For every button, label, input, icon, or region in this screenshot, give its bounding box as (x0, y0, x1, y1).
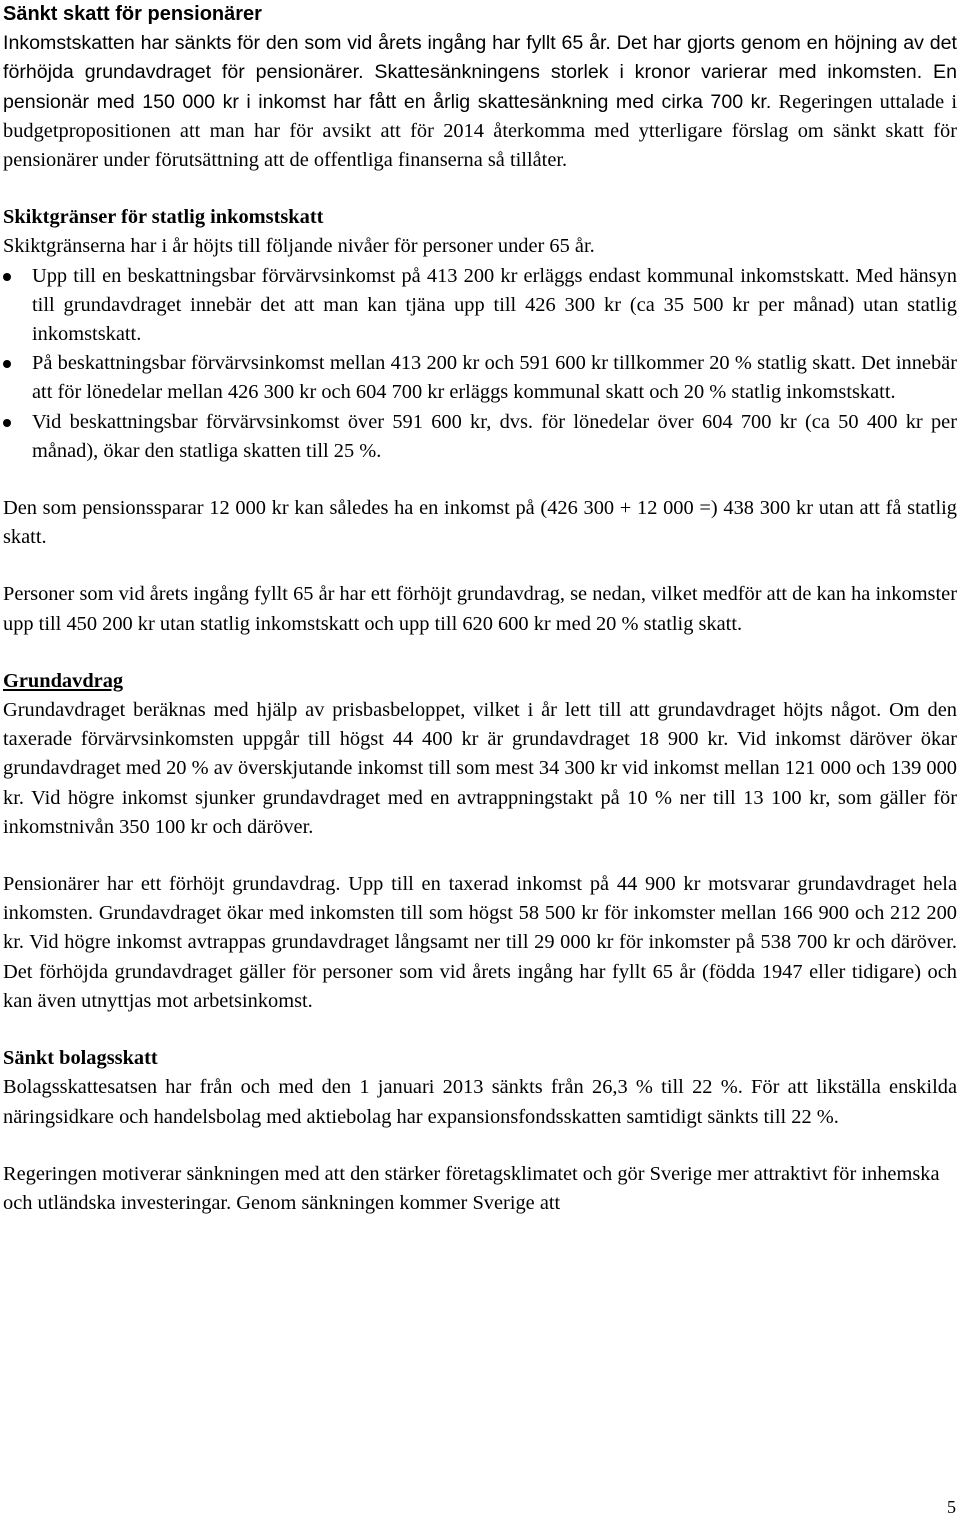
bullet-icon (3, 273, 11, 281)
section-pension-tax (3, 0, 957, 175)
paragraph-corporate-tax-1: Bolagsskattesatsen har från och med den 1 januari 2013 sänkts från 26,3 % till 22 %. För att likställa enskilda näringsidkare och handelsbolag med aktiebolag har expansionsfondsskatten samtidigt sänkts till 22 %. (3, 1076, 957, 1128)
list-item (3, 408, 957, 466)
heading-basic-deduction: Grundavdrag (3, 669, 124, 692)
section-basic-deduction (3, 667, 957, 1016)
bullet-text: På beskattningsbar förvärvsinkomst mellan 413 200 kr och 591 600 kr tillkommer 20 % statlig skatt. Det innebär att för lönedelar mellan 426 300 kr och 604 700 kr erläggs kommunal skatt och 20 % statlig inkomstskatt. (32, 352, 957, 404)
paragraph-basic-deduction-1: Grundavdraget beräknas med hjälp av prisbasbeloppet, vilket i år lett till att grundavdraget höjts något. Om den taxerade förvärvsinkomsten uppgår till högst 44 400 kr är grundavdraget 18 900 kr. Vid inkomst däröver ökar grundavdraget med 20 % av överskjutande inkomst till som mest 34 300 kr vid inkomst mellan 121 000 och 139 000 kr. Vid högre inkomst sjunker grundavdraget med en avtrappningstakt på 10 % ner till 13 100 kr, som gäller för inkomstnivån 350 100 kr och däröver. (3, 699, 957, 838)
paragraph-thresholds-intro: Skiktgränserna har i år höjts till följande nivåer för personer under 65 år. (3, 235, 595, 258)
page-number: 5 (947, 1497, 956, 1517)
spacer (3, 1016, 957, 1044)
paragraph-over-65: Personer som vid årets ingång fyllt 65 år har ett förhöjt grundavdrag, se nedan, vilket medför att de kan ha inkomster upp till 450 200 kr utan statlig inkomstskatt och upp till 620 600 kr med 20 % statlig skatt. (3, 583, 957, 635)
heading-pension-tax: Sänkt skatt för pensionärer (3, 3, 262, 25)
bullet-text: Upp till en beskattningsbar förvärvsinkomst på 413 200 kr erläggs endast kommunal inkomstskatt. Med hänsyn till grundavdraget innebär det att man kan tjäna upp till 426 300 kr (ca 35 500 kr per månad) utan statlig inkomstskatt. (32, 264, 957, 346)
spacer (3, 175, 957, 203)
spacer (3, 552, 957, 580)
spacer (3, 1132, 957, 1160)
paragraph-pension-tax-part2: Regeringen uttalade i budgetpropositionen att man har för avsikt att för 2014 återkomma med ytterligare förslag om sänkt skatt för pensionärer under förutsättning att de offentliga finanserna så tillåter. (3, 90, 957, 172)
heading-corporate-tax: Sänkt bolagsskatt (3, 1047, 158, 1070)
paragraph-pension-tax-part1: Inkomstskatten har sänkts för den som vid årets ingång har fyllt 65 år. Det har gjorts genom en höjning av det förhöjda grundavdraget för pensionärer. Skattesänkningens storlek i kronor varierar med inkomsten. En pensionär med 150 000 kr i inkomst har fått en årlig skattesänkning med cirka 700 kr. (3, 32, 957, 113)
spacer (3, 639, 957, 667)
spacer (3, 842, 957, 870)
paragraph-basic-deduction-2: Pensionärer har ett förhöjt grundavdrag. Upp till en taxerad inkomst på 44 900 kr motsvarar grundavdraget hela inkomsten. Grundavdraget ökar med inkomsten till som högst 58 500 kr för inkomster mellan 166 900 och 212 200 kr. Vid högre inkomst avtrappas grundavdraget långsamt ner till 29 000 kr för inkomster på 538 700 kr och däröver. Det förhöjda grundavdraget gäller för personer som vid årets ingång har fyllt 65 år (födda 1947 eller tidigare) och kan även utnyttjas mot arbetsinkomst. (3, 873, 957, 1012)
bullet-icon (3, 419, 11, 427)
bullet-icon (3, 360, 11, 368)
list-item (3, 262, 957, 350)
section-corporate-tax (3, 1044, 957, 1218)
bullet-text: Vid beskattningsbar förvärvsinkomst över 591 600 kr, dvs. för lönedelar över 604 700 kr (ca 50 400 kr per månad), ökar den statliga skatten till 25 %. (32, 410, 957, 462)
document-page (3, 0, 957, 1218)
section-tax-thresholds (3, 203, 957, 639)
paragraph-corporate-tax-2: Regeringen motiverar sänkningen med att den stärker företagsklimatet och gör Sverige mer attraktivt för inhemska och utländska investeringar. Genom sänkningen kommer Sverige att (3, 1162, 940, 1214)
threshold-bullet-list (3, 262, 957, 466)
spacer (3, 466, 957, 494)
paragraph-pension-tax (3, 29, 957, 175)
heading-tax-thresholds: Skiktgränser för statlig inkomstskatt (3, 206, 324, 229)
list-item (3, 349, 957, 407)
paragraph-pension-saving: Den som pensionssparar 12 000 kr kan således ha en inkomst på (426 300 + 12 000 =) 438 300 kr utan att få statlig skatt. (3, 497, 957, 549)
